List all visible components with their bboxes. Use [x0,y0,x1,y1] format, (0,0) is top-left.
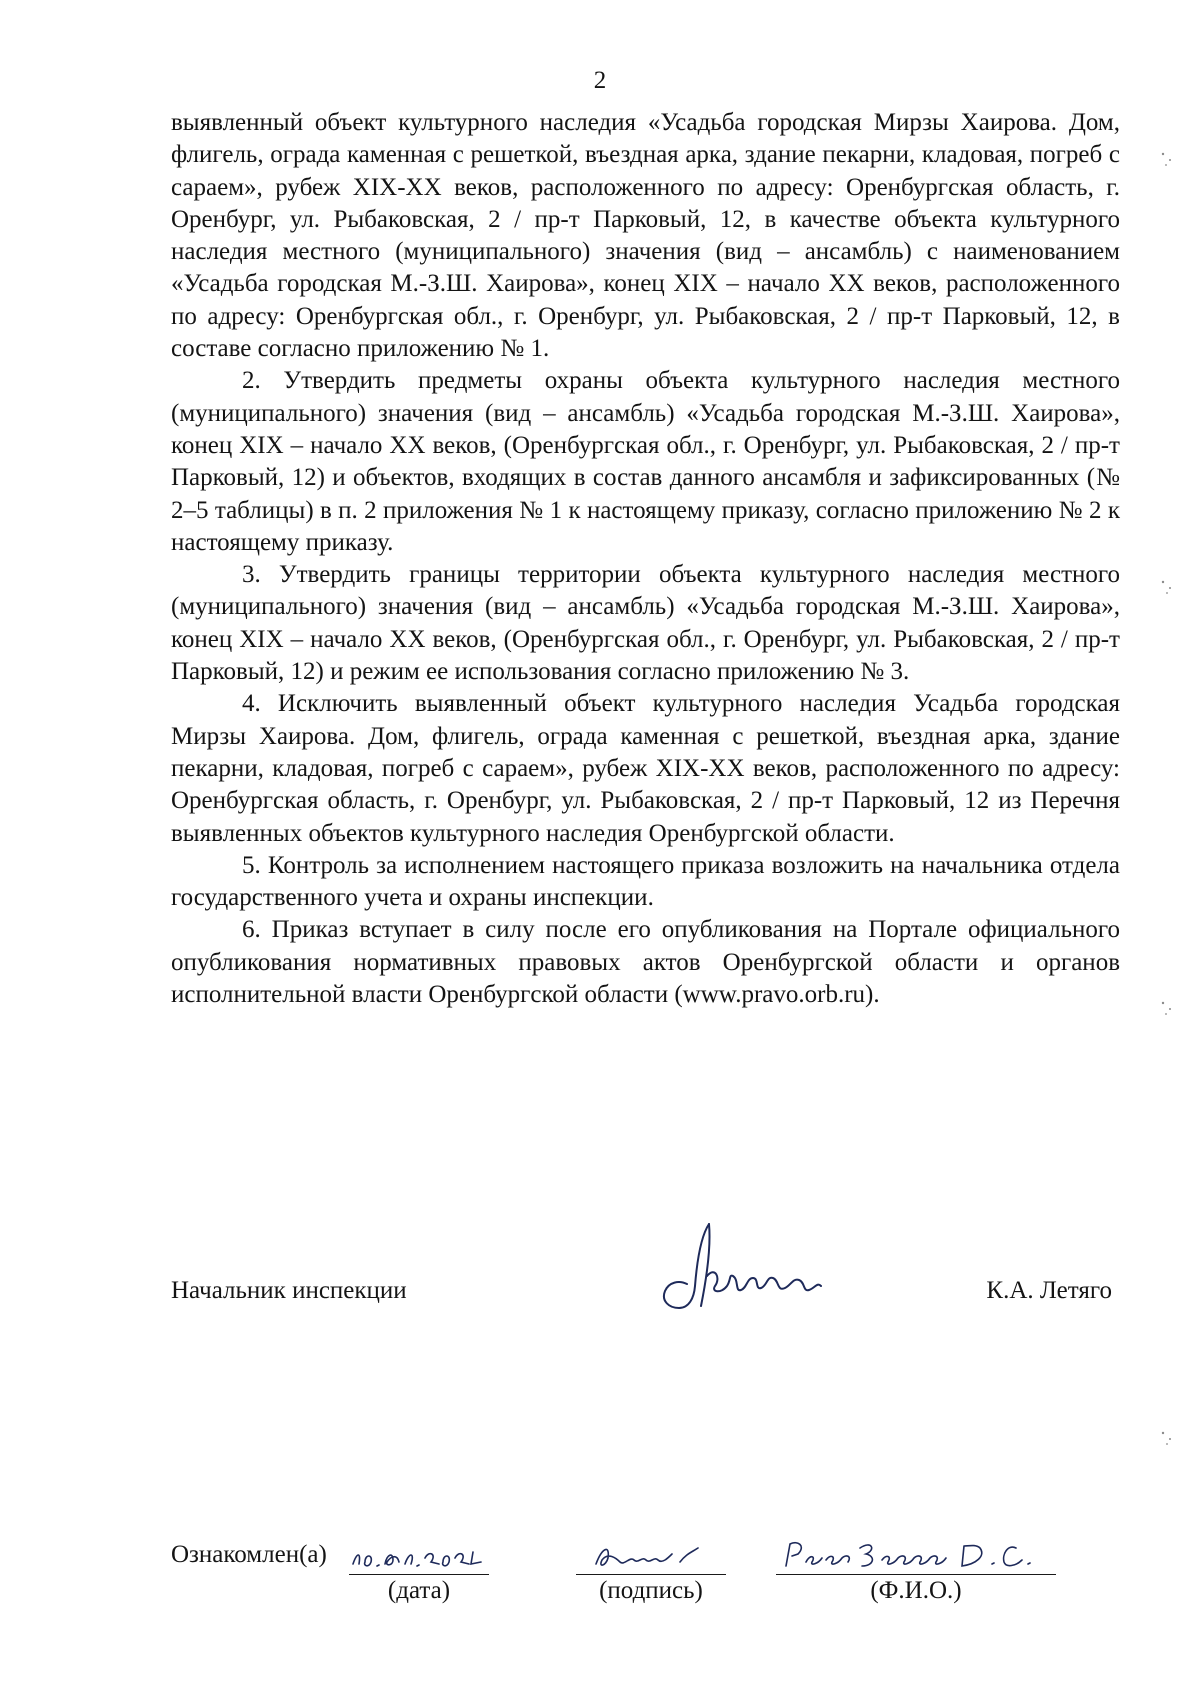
acknowledgement-date-field [349,1540,489,1575]
acknowledgement-label: Ознакомлен(а) [171,1541,327,1568]
signature-caption: (подпись) [599,1577,703,1604]
paragraph-5: 5. Контроль за исполнением настоящего приказа возложить на начальника отдела государственного учета и охраны инспекции. [171,851,1120,912]
signatory-position: Начальник инспекции [171,1277,407,1304]
paragraph-2: 2. Утвердить предметы охраны объекта культурного наследия местного (муниципального) значения (вид – ансамбль) «Усадьба городская М.-З.Ш. Хаирова», конец XIX – начало XX веков, (Оренбургская обл., г. Оренбург, ул. Рыбаковская, 2 / пр-т Парковый, 12) и объектов, входящих в состав данного ансамбля и зафиксированных (№ 2–5 таблицы) в п. 2 приложения № 1 к настоящему приказу, согласно приложению № 2 к настоящему приказу. [171,367,1120,556]
date-caption: (дата) [387,1577,451,1604]
acknowledgement-block [171,1540,1120,1630]
page-number: 2 [593,67,607,94]
paragraph-6: 6. Приказ вступает в силу после его опубликования на Портале официального опубликования нормативных правовых актов Оренбургской области и органов исполнительной власти Оренбургской области (www.pravo.orb.ru). [171,916,1120,1009]
document-body [171,107,1120,1011]
handwritten-signature-icon [649,1216,839,1316]
handwritten-signature-icon [576,1534,726,1574]
handwritten-name-icon [776,1534,1056,1574]
paragraph-3: 3. Утвердить границы территории объекта культурного наследия местного (муниципального) значения (вид – ансамбль) «Усадьба городская М.-З.Ш. Хаирова», конец XIX – начало XX веков, (Оренбургская обл., г. Оренбург, ул. Рыбаковская, 2 / пр-т Парковый, 12) и режим ее использования согласно приложению № 3. [171,561,1120,686]
name-caption: (Ф.И.О.) [870,1577,962,1604]
acknowledgement-name-field [776,1540,1056,1575]
paragraph-1-continuation: выявленный объект культурного наследия «Усадьба городская Мирзы Хаирова. Дом, флигель, ограда каменная с решеткой, въездная арка, здание пекарни, кладовая, погреб с сараем», рубеж XIX-XX веков, расположенного по адресу: Оренбургская область, г. Оренбург, ул. Рыбаковская, 2 / пр-т Парковый, 12, в качестве объекта культурного наследия местного (муниципального) значения (вид – ансамбль) с наименованием «Усадьба городская М.-З.Ш. Хаирова», конец XIX – начало XX веков, расположенного по адресу: Оренбургская обл., г. Оренбург, ул. Рыбаковская, 2 / пр-т Парковый, 12, в составе согласно приложению № 1. [171,109,1120,363]
signatory-name: К.А. Летяго [986,1277,1112,1304]
paragraph-4: 4. Исключить выявленный объект культурного наследия Усадьба городская Мирзы Хаирова. Дом, флигель, ограда каменная с решеткой, въездная арка, здание пекарни, кладовая, погреб с сараем», рубеж XIX-XX веков, расположенного по адресу: Оренбургская область, г. Оренбург, ул. Рыбаковская, 2 / пр-т Парковый, 12 из Перечня выявленных объектов культурного наследия Оренбургской области. [171,690,1120,847]
handwritten-date-icon [349,1534,489,1574]
acknowledgement-signature-field [576,1540,726,1575]
signature-block [171,1276,1120,1326]
